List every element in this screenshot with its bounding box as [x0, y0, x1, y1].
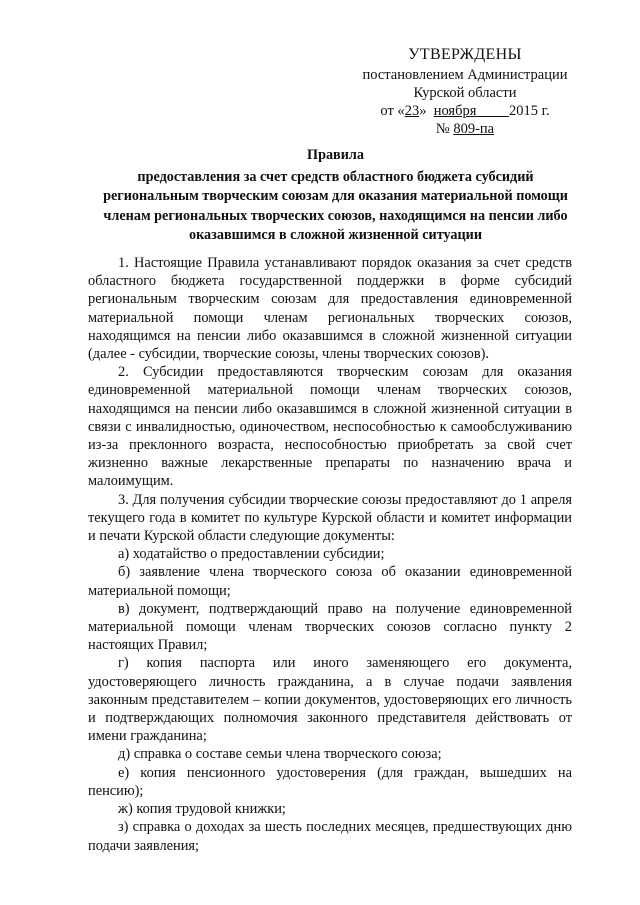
title-main: Правила — [307, 147, 364, 163]
date-day: 23 — [404, 103, 420, 119]
approval-block — [340, 46, 590, 138]
date-year: 2015 г. — [509, 103, 550, 119]
number-prefix: № — [435, 121, 450, 137]
list-item-d: д) справка о составе семьи члена творческого союза; — [118, 746, 442, 763]
paragraph-3: 3. Для получения субсидии творческие союзы предоставляют до 1 апреля текущего года в комитет по культуре Курской области и комитет информации и печати Курской области следующие документы: — [88, 491, 572, 545]
list-item-zh: ж) копия трудовой книжки; — [118, 801, 286, 818]
approval-region: Курской области — [413, 85, 517, 101]
date-mid: » — [419, 103, 427, 119]
list-item-b: б) заявление члена творческого союза об оказании единовременной материальной помощи; — [88, 564, 572, 599]
paragraph-2: 2. Субсидии предоставляются творческим союзам для оказания единовременной материальной помощи членам творческих союзов, находящимся на пенсии либо оказавшимся в сложной жизненной ситуации в связи с инвалидностью, одиночеством, неспособностью к самообслуживанию из-за преклонного возраста, неспособностью приобретать за свой счет жизненно важные лекарственные препараты по назначению врача и малоимущим. — [88, 364, 572, 490]
list-item-a: а) ходатайство о предоставлении субсидии; — [118, 546, 385, 563]
list-item-e: е) копия пенсионного удостоверения (для граждан, вышедших на пенсию); — [88, 764, 572, 799]
date-month: ноября — [433, 103, 477, 119]
title-subtitle: предоставления за счет средств областного бюджета субсидий региональным творческим союзам для оказания материальной помощи членам региональных творческих союзов, находящимся на пенсии либо оказавшимся в сложной жизненной ситуации — [103, 168, 568, 243]
number-value: 809-па — [453, 121, 495, 137]
approval-date — [340, 102, 590, 120]
approval-issuer: постановлением Администрации — [362, 67, 568, 83]
document-body — [88, 254, 572, 855]
approval-number — [340, 120, 590, 138]
list-item-v: в) документ, подтверждающий право на получение единовременной материальной помощи членам творческих союзов согласно пункту 2 настоящих Правил; — [88, 600, 572, 654]
document-title — [88, 146, 583, 246]
list-item-g: г) копия паспорта или иного заменяющего его документа, удостоверяющего личность гражданина, а в случае подачи заявления законным представителем – копии документов, удостоверяющих его личность и подтверждающих полномочия законного представителя действовать от имени гражданина; — [88, 655, 572, 745]
approval-heading: УТВЕРЖДЕНЫ — [408, 46, 522, 63]
list-item-z: з) справка о доходах за шесть последних месяцев, предшествующих дню подачи заявления; — [88, 819, 572, 854]
date-prefix: от « — [380, 103, 405, 119]
paragraph-1: 1. Настоящие Правила устанавливают порядок оказания за счет средств областного бюджета государственной поддержки в форме субсидий региональным творческим союзам для предоставления единовременной материальной помощи членам региональных творческих союзов, находящимся на пенсии либо оказавшимся в сложной жизненной ситуации (далее - субсидии, творческие союзы, члены творческих союзов). — [88, 255, 572, 363]
